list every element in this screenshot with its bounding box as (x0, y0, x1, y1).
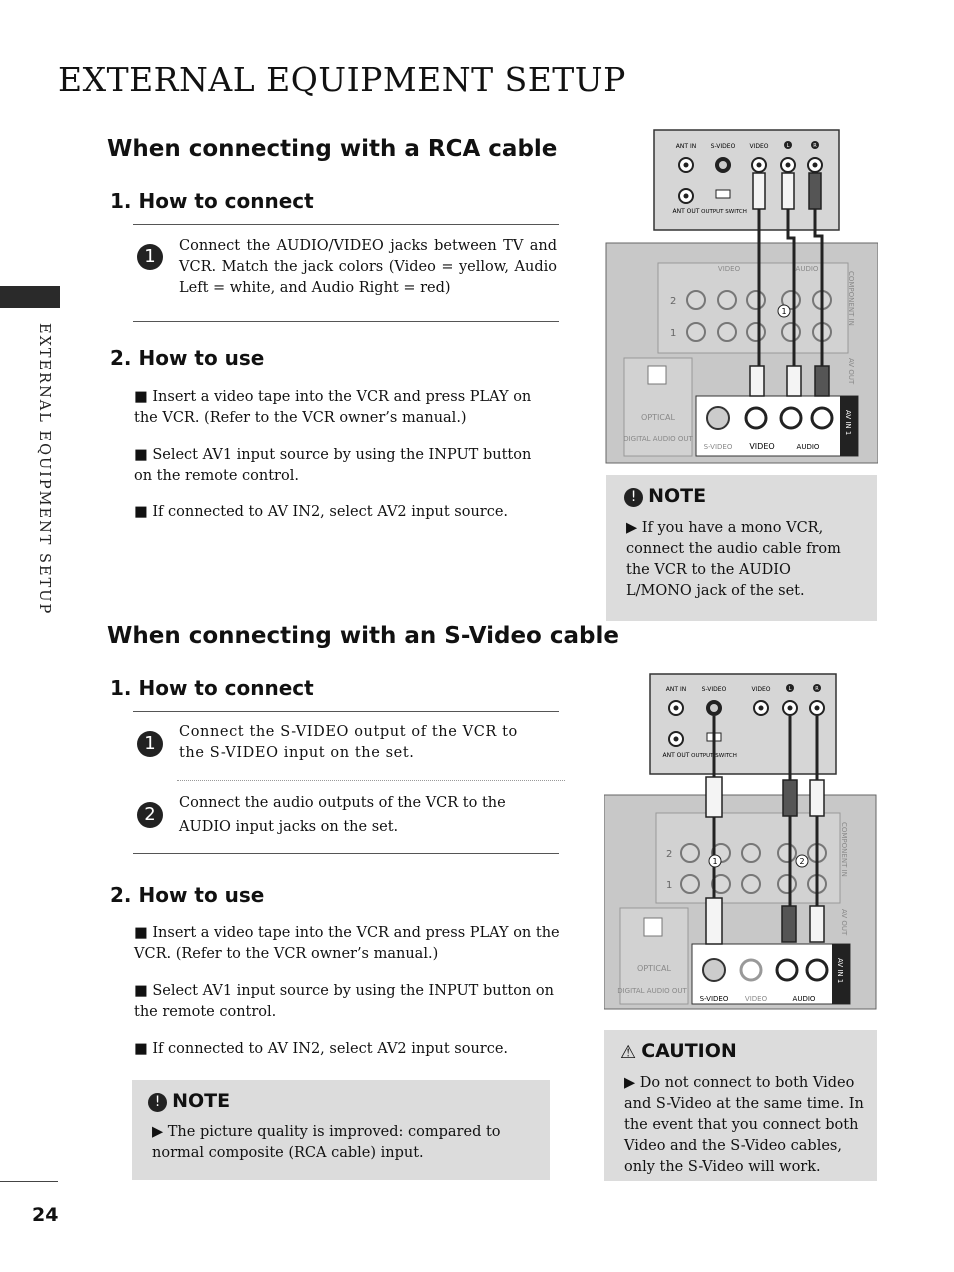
label-digital-audio-out: DIGITAL AUDIO OUT (623, 435, 693, 443)
step-1-badge: 1 (137, 731, 163, 757)
bullet-icon: ■ (134, 504, 153, 520)
label-av-out: AV OUT (847, 358, 855, 385)
footer-divider (0, 1181, 58, 1182)
svideo-use-heading: 2. How to use (110, 883, 265, 907)
rca-note-box (606, 475, 877, 621)
diagram-step-2: 2 (799, 857, 805, 866)
step-1-badge: 1 (137, 244, 163, 270)
label-optical: OPTICAL (641, 413, 675, 422)
svideo-note-box (132, 1080, 550, 1180)
label-s-video: S-VIDEO (710, 143, 736, 150)
label-s-video-in: S-VIDEO (703, 443, 733, 451)
divider (133, 711, 559, 712)
caution-box (604, 1030, 877, 1181)
label-component-in: COMPONENT IN (840, 822, 848, 877)
label-r: R (815, 686, 819, 692)
label-output-switch: OUTPUT SWITCH (691, 753, 737, 759)
exclamation-icon: ! (624, 488, 643, 507)
svideo-connect-step-2: Connect the audio outputs of the VCR to the AUDIO input jacks on the set. (179, 795, 506, 835)
svideo-connect-heading: 1. How to connect (110, 676, 314, 700)
rca-note-text: If you have a mono VCR, connect the audio cable from the VCR to the AUDIO L/MONO jack of the set. (626, 520, 841, 599)
label-video-in: VIDEO (744, 995, 768, 1003)
label-optical: OPTICAL (637, 964, 671, 973)
diagram-step-1: 1 (781, 307, 787, 316)
label-l: L (786, 143, 790, 149)
label-video: VIDEO (751, 686, 771, 693)
rca-use-bullet-1: ■ Insert a video tape into the VCR and press PLAY on the VCR. (Refer to the VCR owner’s manual.) (134, 389, 532, 426)
label-row-2: 2 (666, 849, 673, 860)
section-tab-marker (0, 286, 60, 308)
divider (133, 224, 559, 225)
exclamation-icon: ! (148, 1093, 167, 1112)
label-output-switch: OUTPUT SWITCH (701, 209, 747, 215)
side-section-label: EXTERNAL EQUIPMENT SETUP (36, 323, 52, 616)
bullet-icon: ■ (134, 925, 153, 941)
svideo-connection-diagram (604, 672, 878, 1012)
arrow-right-icon: ▶ (626, 520, 642, 536)
rca-use-heading: 2. How to use (110, 346, 265, 370)
svideo-use-bullet-1: ■ Insert a video tape into the VCR and press PLAY on the VCR. (Refer to the VCR owner’s manual.) (134, 925, 560, 962)
label-s-video: S-VIDEO (701, 686, 727, 693)
label-video: VIDEO (749, 143, 769, 150)
divider (133, 321, 559, 322)
label-video-group: VIDEO (717, 265, 741, 273)
rca-heading: When connecting with a RCA cable (107, 136, 558, 162)
rca-use-bullet-2: ■ Select AV1 input source by using the INPUT button on the remote control. (134, 447, 532, 484)
svideo-heading: When connecting with an S-Video cable (107, 623, 619, 649)
svideo-use-bullet-3: ■ If connected to AV IN2, select AV2 input source. (134, 1041, 509, 1057)
step-2-badge: 2 (137, 802, 163, 828)
label-row-1: 1 (670, 328, 677, 339)
diagram-step-1: 1 (712, 857, 718, 866)
label-av-in-1: AV IN 1 (836, 958, 844, 984)
label-s-video-in: S-VIDEO (699, 995, 729, 1003)
arrow-right-icon: ▶ (152, 1124, 168, 1140)
caution-heading: CAUTION (641, 1040, 737, 1062)
label-component-in: COMPONENT IN (847, 271, 855, 326)
warning-triangle-icon: ⚠ (620, 1042, 637, 1063)
svideo-note-heading: NOTE (172, 1090, 231, 1112)
label-l: L (788, 686, 792, 692)
label-digital-audio-out: DIGITAL AUDIO OUT (617, 987, 687, 995)
svideo-note-text: The picture quality is improved: compared to normal composite (RCA cable) input. (152, 1124, 501, 1161)
label-audio-group: AUDIO (795, 265, 819, 273)
label-ant-out: ANT OUT (662, 752, 690, 759)
arrow-right-icon: ▶ (624, 1075, 640, 1091)
rca-note-heading: NOTE (648, 485, 707, 507)
svideo-connect-step-1: Connect the S-VIDEO output of the VCR to the S-VIDEO input on the set. (179, 724, 518, 761)
dotted-divider (177, 780, 565, 781)
rca-connect-step-1: Connect the AUDIO/VIDEO jacks between TV and VCR. Match the jack colors (Video = yellow, Audio Left = white, and Audio Right = red) (179, 238, 557, 296)
page-number: 24 (32, 1204, 59, 1226)
rca-connection-diagram (604, 128, 878, 464)
label-video-in: VIDEO (749, 442, 775, 451)
label-audio-in: AUDIO (792, 995, 816, 1003)
rca-use-bullet-3: ■ If connected to AV IN2, select AV2 input source. (134, 504, 509, 520)
label-av-out: AV OUT (840, 909, 848, 936)
label-av-in-1: AV IN 1 (844, 410, 852, 436)
label-ant-in: ANT IN (675, 143, 697, 150)
label-audio-in: AUDIO (796, 443, 820, 451)
bullet-icon: ■ (134, 1041, 153, 1057)
divider (133, 853, 559, 854)
bullet-icon: ■ (134, 983, 153, 999)
label-ant-in: ANT IN (665, 686, 687, 693)
page-title: EXTERNAL EQUIPMENT SETUP (58, 60, 626, 99)
label-r: R (813, 143, 817, 149)
label-row-2: 2 (670, 296, 677, 307)
rca-connect-heading: 1. How to connect (110, 189, 314, 213)
bullet-icon: ■ (134, 389, 153, 405)
label-ant-out: ANT OUT (672, 208, 700, 215)
bullet-icon: ■ (134, 447, 153, 463)
label-row-1: 1 (666, 880, 673, 891)
caution-text: Do not connect to both Video and S-Video at the same time. In the event that you connect both Video and the S-Video cables, only the S-Video will work. (624, 1075, 864, 1175)
svideo-use-bullet-2: ■ Select AV1 input source by using the INPUT button on the remote control. (134, 983, 554, 1020)
